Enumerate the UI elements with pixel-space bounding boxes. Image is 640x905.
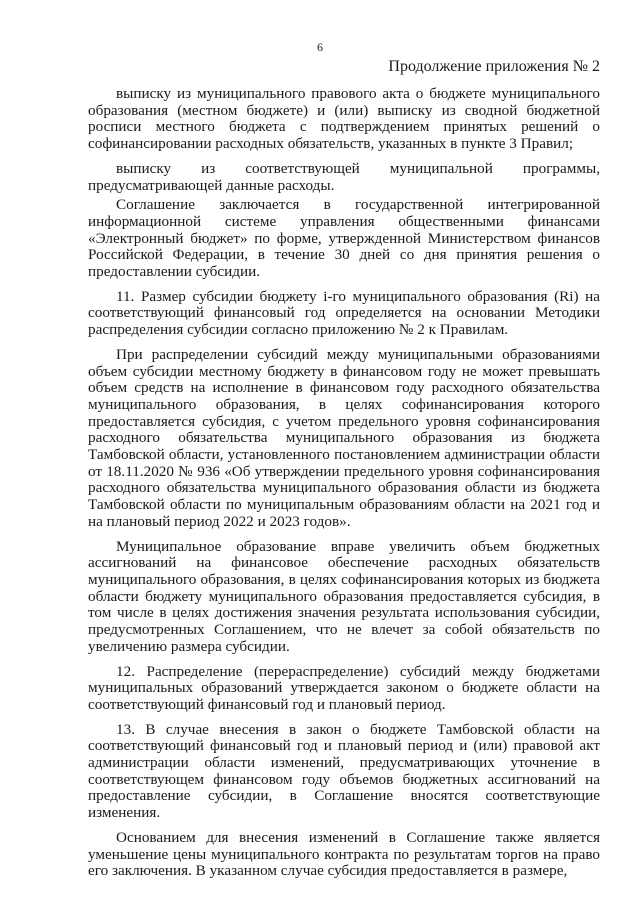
paragraph-extract-program: выписку из соответствующей муниципальной программы, предусматривающей данные расходы. [88, 159, 600, 194]
paragraph-item-11: 11. Размер субсидии бюджету i-го муниципального образования (Ri) на соответствующий финансовый год определяется на основании Методики распределения субсидии согласно приложению № 2 к Правилам. [88, 287, 600, 339]
paragraph-item-12: 12. Распределение (перераспределение) субсидий между бюджетами муниципальных образований утверждается законом о бюджете области на соответствующий финансовый год и плановый период. [88, 662, 600, 713]
paragraph-extract-municipal-act: выписку из муниципального правового акта о бюджете муниципального образования (местном бюджете) и (или) выписку из сводной бюджетной росписи местного бюджета с подтверждением принятых решений о софинансировании расходных обязательств, указанных в пункте 3 Правил; [88, 85, 600, 153]
paragraph-distribution: При распределении субсидий между муниципальными образованиями объем субсидии местному бюджету в финансовом году не может превышать объем средств на исполнение в финансовом году расходного обязательства муниципального образования, в целях софинансирования которого предоставляется субсидия, с учетом предельного уровня софинансирования расходного обязательства муниципального образования из бюджета Тамбовской области, установленного постановлением администрации области от 18.11.2020 № 936 «Об утверждении предельного уровня софинансирования расходного обязательства муниципального образования области из бюджета Тамбовской области по муниципальным образованиям области на 2021 год и на плановый период 2022 и 2023 годов». [88, 345, 600, 530]
paragraph-agreement: Соглашение заключается в государственной интегрированной информационной системе управления общественными финансами «Электронный бюджет» по форме, утвержденной Министерством финансов Российской Федерации, в течение 30 дней со дня принятия решения о предоставлении субсидии. [88, 196, 600, 281]
paragraph-grounds: Основанием для внесения изменений в Соглашение также является уменьшение цены муниципального контракта по результатам торгов на право его заключения. В указанном случае субсидия предоставляется в размере, [88, 828, 600, 880]
document-body [88, 86, 600, 880]
paragraph-item-13: 13. В случае внесения в закон о бюджете Тамбовской области на соответствующий финансовый год и плановый период и (или) правовой акт администрации области изменений, предусматривающих уточнение в соответствующем финансовом году объемов бюджетных ассигнований на предоставление субсидии, в Соглашение вносятся соответствующие изменения. [88, 720, 600, 822]
appendix-continuation-header: Продолжение приложения № 2 [388, 58, 600, 75]
page-number: 6 [317, 40, 323, 54]
paragraph-municipal-right: Муниципальное образование вправе увеличить объем бюджетных ассигнований на финансовое обеспечение расходных обязательств муниципального образования, в целях софинансирования которых из бюджета области бюджету муниципального образования предоставляется субсидия, в том числе в целях достижения значения результата использования субсидии, предусмотренных Соглашением, что не влечет за собой обязательств по увеличению размера субсидии. [88, 537, 600, 655]
